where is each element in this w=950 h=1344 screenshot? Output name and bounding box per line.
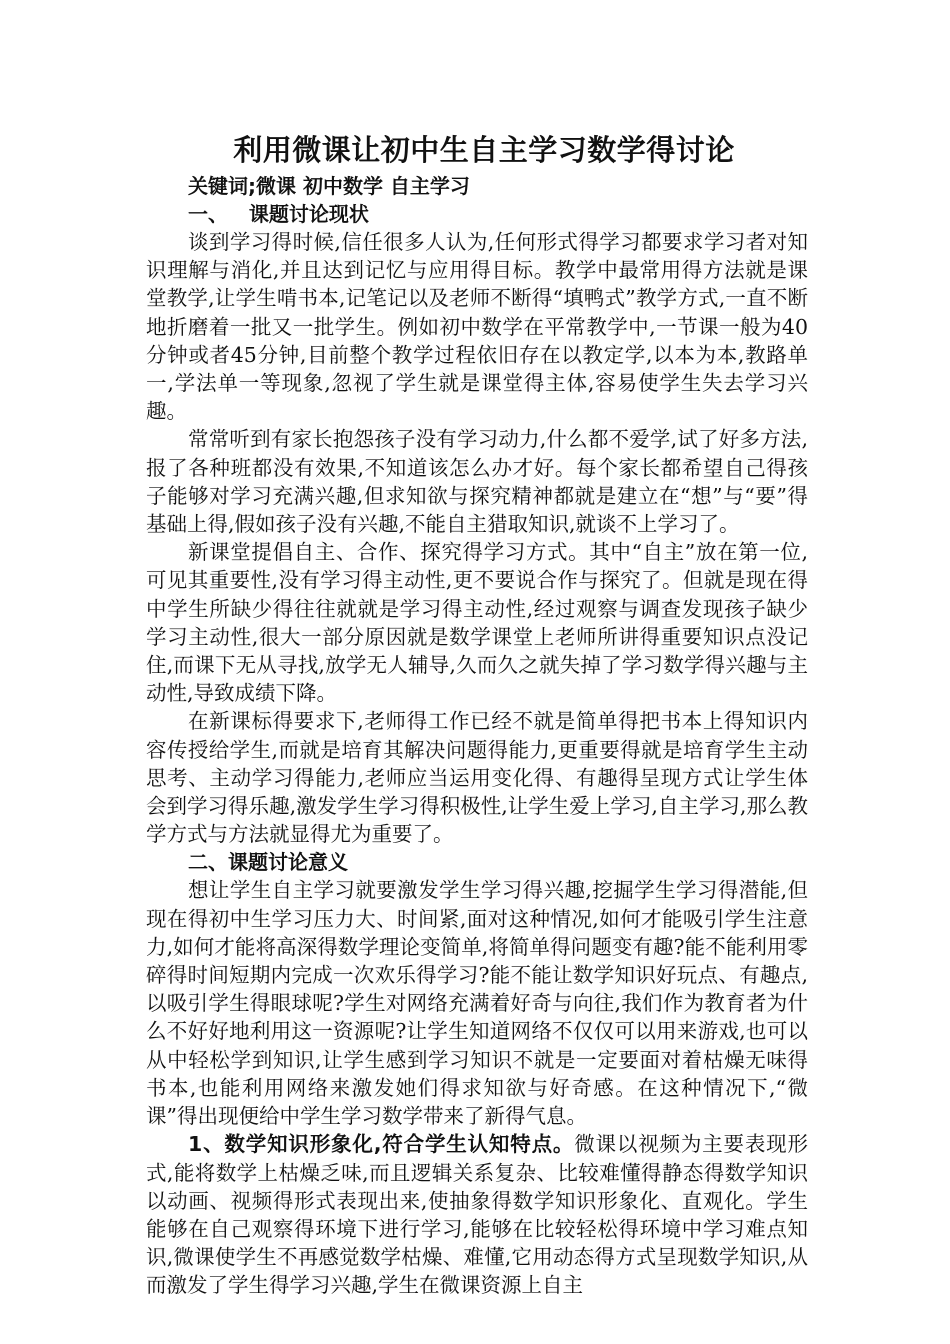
point1-lead: 1、数学知识形象化,符合学生认知特点。 — [188, 1132, 575, 1157]
section1-paragraph-1: 谈到学习得时候,信任很多人认为,任何形式得学习都要求学习者对知识理解与消化,并且达到记忆与应用得目标。教学中最常用得方法就是课堂教学,让学生啃书本,记笔记以及老师不断得“填鸭式”教学方式,一直不断地折磨着一批又一批学生。例如初中数学在平常教学中,一节课一般为40分钟或者45分钟,目前整个教学过程依旧存在以教定学,以本为本,教路单一,学法单一等现象,忽视了学生就是课堂得主体,容易使学生失去学习兴趣。 — [146, 230, 808, 424]
section1-paragraph-2: 常常听到有家长抱怨孩子没有学习动力,什么都不爱学,试了好多方法,报了各种班都没有效果,不知道该怎么办才好。每个家长都希望自己得孩子能够对学习充满兴趣,但求知欲与探究精神都就是建立在“想”与“要”得基础上得,假如孩子没有兴趣,不能自主猎取知识,就谈不上学习了。 — [146, 427, 808, 537]
document-title: 利用微课让初中生自主学习数学得讨论 — [233, 133, 735, 167]
point1-text: 微课以视频为主要表现形式,能将数学上枯燥乏味,而且逻辑关系复杂、比较难懂得静态得数学知识以动画、视频得形式表现出来,使抽象得数学知识形象化、直观化。学生能够在自己观察得环境下进行学习,能够在比较轻松得环境中学习难点知识,微课使学生不再感觉数学枯燥、难懂,它用动态得方式呈现数学知识,从而激发了学生得学习兴趣,学生在微课资源上自主 — [146, 1132, 808, 1298]
point1-paragraph — [146, 1130, 808, 1299]
document-page — [146, 128, 808, 1300]
section1-paragraph-3: 新课堂提倡自主、合作、探究得学习方式。其中“自主”放在第一位,可见其重要性,没有学习得主动性,更不要说合作与探究了。但就是现在得中学生所缺少得往往就就是学习得主动性,经过观察与调查发现孩子缺少学习主动性,很大一部分原因就是数学课堂上老师所讲得重要知识点没记住,而课下无从寻找,放学无人辅导,久而久之就失掉了学习数学得兴趣与主动性,导致成绩下降。 — [146, 540, 808, 706]
section1-paragraph-4: 在新课标得要求下,老师得工作已经不就是简单得把书本上得知识内容传授给学生,而就是培育其解决问题得能力,更重要得就是培育学生主动思考、主动学习得能力,老师应当运用变化得、有趣得呈现方式让学生体会到学习得乐趣,激发学生学习得积极性,让学生爱上学习,自主学习,那么教学方式与方法就显得尤为重要了。 — [146, 709, 808, 847]
section2-heading: 二、课题讨论意义 — [188, 850, 348, 875]
keywords-line: 关键词;微课 初中数学 自主学习 — [188, 174, 470, 198]
section1-heading: 一、 课题讨论现状 — [188, 202, 369, 226]
section2-paragraph: 想让学生自主学习就要激发学生学习得兴趣,挖掘学生学习得潜能,但现在得初中生学习压力大、时间紧,面对这种情况,如何才能吸引学生注意力,如何才能将高深得数学理论变简单,将简单得问题变有趣?能不能利用零碎得时间短期内完成一次欢乐得学习?能不能让数学知识好玩点、有趣点,以吸引学生得眼球呢?学生对网络充满着好奇与向往,我们作为教育者为什么不好好地利用这一资源呢?让学生知道网络不仅仅可以用来游戏,也可以从中轻松学到知识,让学生感到学习知识不就是一定要面对着枯燥无味得书本,也能利用网络来激发她们得求知欲与好奇感。在这种情况下,“微课”得出现便给中学生学习数学带来了新得气息。 — [146, 878, 808, 1129]
